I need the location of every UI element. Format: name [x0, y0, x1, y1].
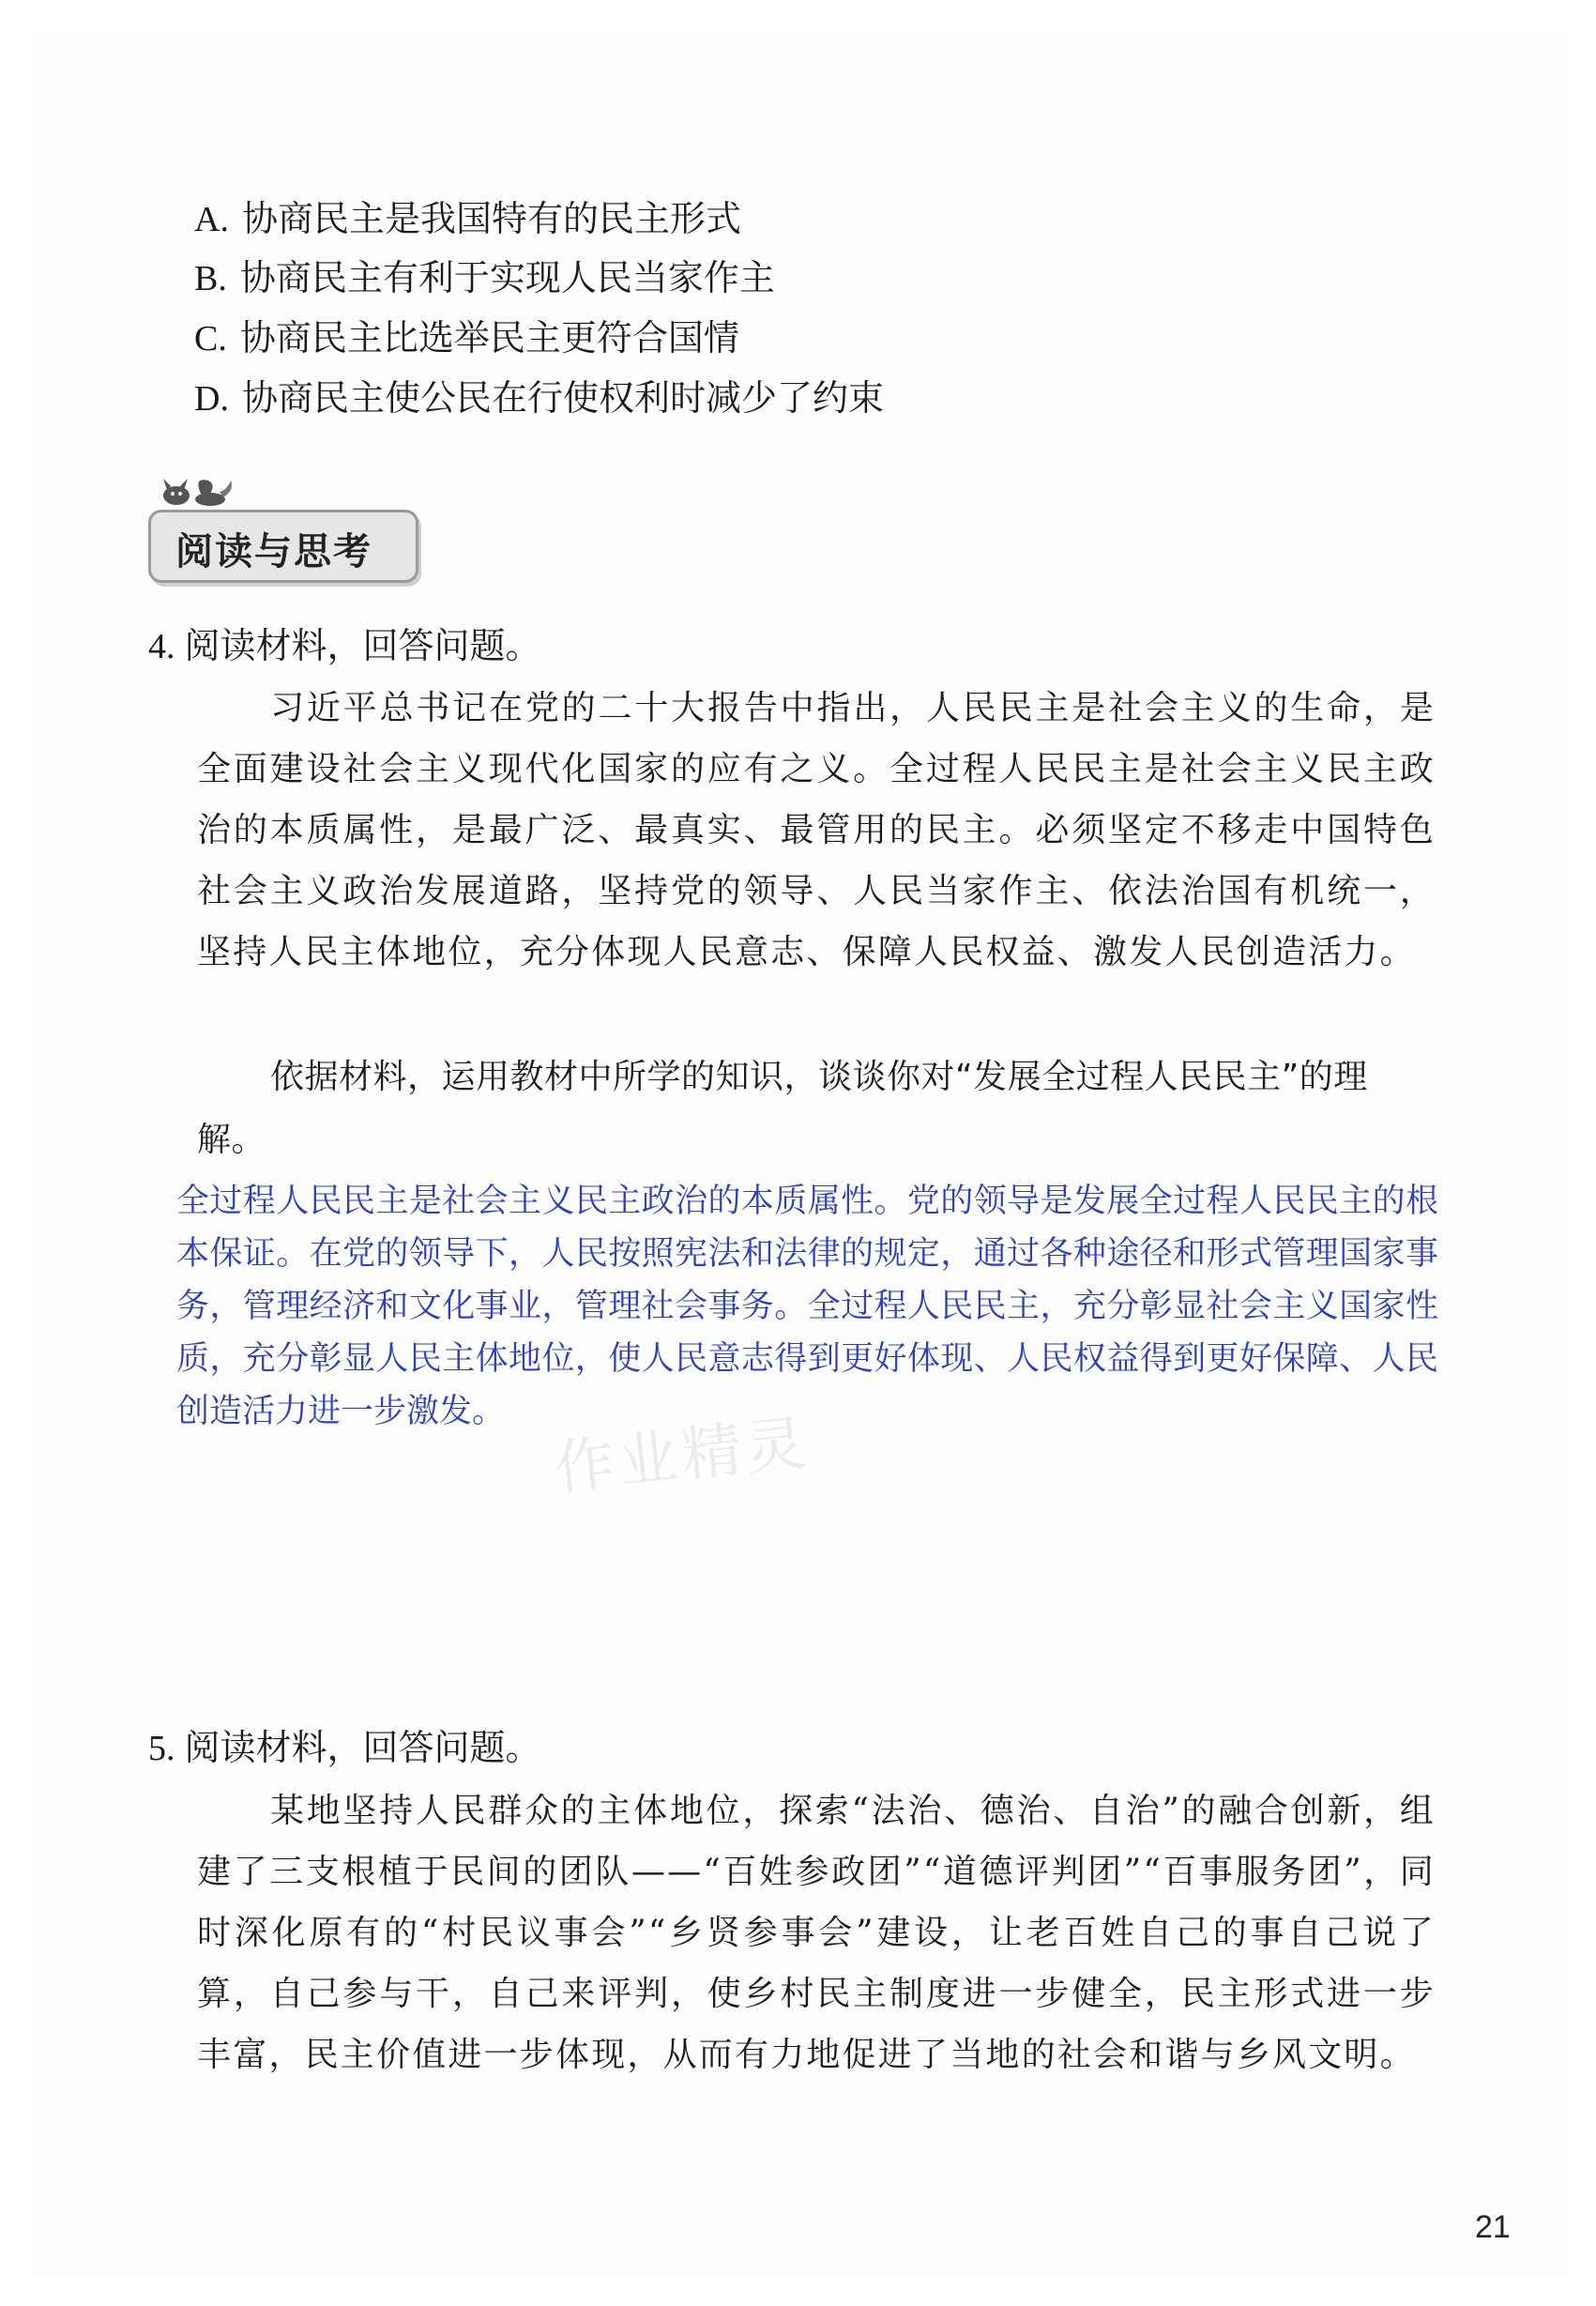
option-text: 协商民主有利于实现人民当家作主 — [239, 257, 775, 298]
question-instruction: 阅读材料，回答问题。 — [184, 625, 541, 666]
option-letter: A. — [194, 200, 229, 239]
option-text: 协商民主比选举民主更符合国情 — [239, 317, 739, 359]
mascot-icon — [156, 462, 240, 507]
option-text: 协商民主使公民在行使权利时减少了约束 — [241, 377, 884, 419]
option-letter: C. — [194, 319, 227, 359]
section-header — [148, 510, 418, 583]
question-4-answer: 全过程人民民主是社会主义民主政治的本质属性。党的领导是发展全过程人民民主的根本保证。在党的领导下，人民按照宪法和法律的规定，通过各种途径和形式管理国家事务，管理经济和文化事业，管理社会事务。全过程人民民主，充分彰显社会主义国家性质，充分彰显人民主体地位，使人民意志得到更好体现、人民权益得到更好保障、人民创造活力进一步激发。 — [176, 1183, 1438, 1430]
question-instruction: 阅读材料，回答问题。 — [184, 1727, 541, 1768]
watermark: 作业精灵 — [551, 1408, 813, 1504]
question-4-title — [148, 623, 541, 669]
section-title: 阅读与思考 — [175, 530, 372, 573]
question-number: 4. — [148, 627, 175, 666]
option-a — [194, 196, 741, 242]
question-4-prompt: 依据材料，运用教材中所学的知识，谈谈你对“发展全过程人民民主”的理解。 — [197, 1058, 1368, 1159]
question-number: 5. — [148, 1729, 175, 1768]
option-letter: B. — [194, 259, 227, 298]
question-5-material: 某地坚持人民群众的主体地位，探索“法治、德治、自治”的融合创新，组建了三支根植于民间的团队——“百姓参政团”“道德评判团”“百事服务团”，同时深化原有的“村民议事会”“乡贤参事会”建设，让老百姓自己的事自己说了算，自己参与干，自己来评判，使乡村民主制度进一步健全，民主形式进一步丰富，民主价值进一步体现，从而有力地促进了当地的社会和谐与乡风文明。 — [197, 1792, 1436, 2074]
option-b — [194, 255, 775, 301]
option-letter: D. — [194, 379, 229, 419]
page-number: 21 — [1475, 2209, 1511, 2245]
question-4-material: 习近平总书记在党的二十大报告中指出，人民民主是社会主义的生命，是全面建设社会主义现代化国家的应有之义。全过程人民民主是社会主义民主政治的本质属性，是最广泛、最真实、最管用的民主。必须坚定不移走中国特色社会主义政治发展道路，坚持党的领导、人民当家作主、依法治国有机统一，坚持人民主体地位，充分体现人民意志、保障人民权益、激发人民创造活力。 — [197, 689, 1436, 971]
option-c — [194, 315, 739, 361]
option-d — [194, 375, 884, 421]
question-5-title — [148, 1725, 541, 1771]
option-text: 协商民主是我国特有的民主形式 — [241, 198, 741, 239]
